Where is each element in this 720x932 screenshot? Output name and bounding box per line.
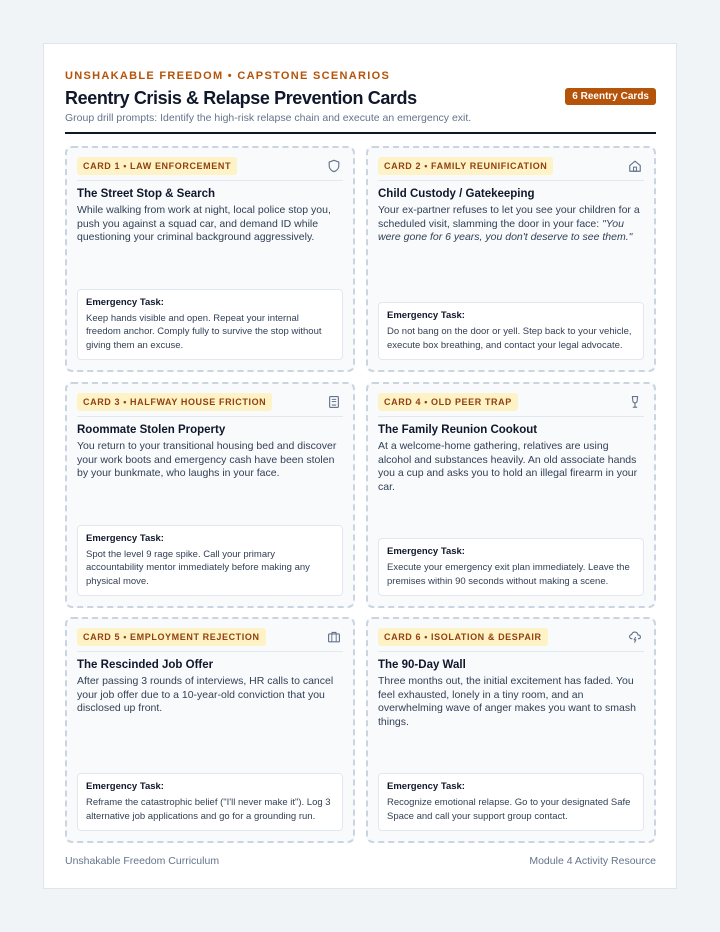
card-tag: CARD 3 • HALFWAY HOUSE FRICTION: [77, 393, 272, 411]
card-header: [77, 157, 343, 181]
task-text: Recognize emotional relapse. Go to your designated Safe Space and call your support group contact.: [387, 797, 631, 822]
card-scenario: [378, 204, 642, 245]
card-header: [378, 157, 644, 181]
shield-icon: [327, 159, 341, 173]
scenario-card-1: [65, 146, 355, 372]
card-scenario: At a welcome-home gathering, relatives are using alcohol and substances heavily. An old associate hands you a cup and asks you to hold an illegal firearm in your car.: [378, 440, 638, 493]
card-header: [77, 393, 343, 417]
card-scenario: Three months out, the initial excitement has faded. You feel exhausted, lonely in a tiny room, and an overwhelming wave of anger makes you want to smash things.: [378, 675, 636, 728]
card-tag: CARD 5 • EMPLOYMENT REJECTION: [77, 628, 266, 646]
task-label: Emergency Task:: [86, 532, 164, 544]
building-icon: [327, 395, 341, 409]
card-title: The Family Reunion Cookout: [378, 424, 538, 436]
task-text: Reframe the catastrophic belief ("I'll never make it"). Log 3 alternative job applications and go for a grounding run.: [86, 797, 331, 822]
page-title: Reentry Crisis & Relapse Prevention Cards: [65, 88, 417, 108]
task-label: Emergency Task:: [387, 781, 465, 792]
task-text: Do not bang on the door or yell. Step back to your vehicle, execute box breathing, and contact your legal advocate.: [387, 326, 632, 351]
emergency-task: [77, 773, 343, 831]
card-tag: CARD 1 • LAW ENFORCEMENT: [77, 157, 237, 175]
scenario-text: Your ex-partner refuses to let you see your children for a scheduled visit, slamming the door in your face:: [378, 204, 640, 230]
header-divider: [65, 132, 656, 134]
card-scenario: After passing 3 rounds of interviews, HR calls to cancel your job offer due to a 10-year-old conviction that you disclosed up front.: [77, 675, 334, 714]
scenario-card-4: [366, 382, 656, 608]
card-header: [378, 628, 644, 652]
module-label: Module 4 Activity Resource: [529, 855, 656, 867]
emergency-task: [378, 773, 644, 831]
task-label: Emergency Task:: [387, 310, 465, 321]
emergency-task: [77, 525, 343, 597]
task-text: Spot the level 9 rage spike. Call your primary accountability mentor immediately before making any physical move.: [86, 548, 310, 587]
curriculum-name: Unshakable Freedom Curriculum: [65, 855, 220, 867]
card-title: Roommate Stolen Property: [77, 424, 226, 436]
scenario-card-3: [65, 382, 355, 608]
task-label: Emergency Task:: [86, 296, 164, 308]
task-text: Execute your emergency exit plan immediately. Leave the premises within 90 seconds without making a scene.: [387, 562, 630, 587]
task-label: Emergency Task:: [387, 546, 465, 557]
card-tag: CARD 2 • FAMILY REUNIFICATION: [378, 157, 553, 175]
home-icon: [628, 159, 642, 173]
storm-cloud-icon: [628, 630, 642, 644]
scenario-card-6: [366, 617, 656, 843]
emergency-task: [378, 302, 644, 360]
scenario-card-2: [366, 146, 656, 372]
emergency-task: [77, 289, 343, 361]
card-header: [77, 628, 343, 652]
card-scenario: While walking from work at night, local police stop you, push you against a squad car, and demand ID while questioning your criminal background aggressively.: [77, 204, 331, 243]
page-header: [65, 70, 656, 124]
card-title: The Street Stop & Search: [77, 188, 216, 200]
card-title: The Rescinded Job Offer: [77, 659, 214, 671]
task-label: Emergency Task:: [86, 781, 164, 792]
card-tag: CARD 4 • OLD PEER TRAP: [378, 393, 518, 411]
card-count-badge: 6 Reentry Cards: [565, 88, 656, 105]
card-title: The 90-Day Wall: [378, 659, 466, 671]
task-text: Keep hands visible and open. Repeat your internal freedom anchor. Comply fully to survive the stop without giving them an excuse.: [86, 312, 322, 351]
eyebrow-label: UNSHAKABLE FREEDOM • CAPSTONE SCENARIOS: [65, 70, 391, 82]
activity-page: [43, 43, 677, 889]
card-title: Child Custody / Gatekeeping: [378, 188, 535, 200]
card-tag: CARD 6 • ISOLATION & DESPAIR: [378, 628, 548, 646]
briefcase-icon: [327, 630, 341, 644]
card-scenario: You return to your transitional housing bed and discover your work boots and emergency cash have been stolen by your bunkmate, who laughs in your face.: [77, 440, 337, 479]
scenario-quote: "You were gone for 6 years, you don't deserve to see them.": [378, 217, 633, 243]
scenario-card-5: [65, 617, 355, 843]
emergency-task: [378, 538, 644, 596]
glass-icon: [628, 395, 642, 409]
card-header: [378, 393, 644, 417]
page-subtitle: Group drill prompts: Identify the high-risk relapse chain and execute an emergency exit.: [65, 112, 472, 124]
